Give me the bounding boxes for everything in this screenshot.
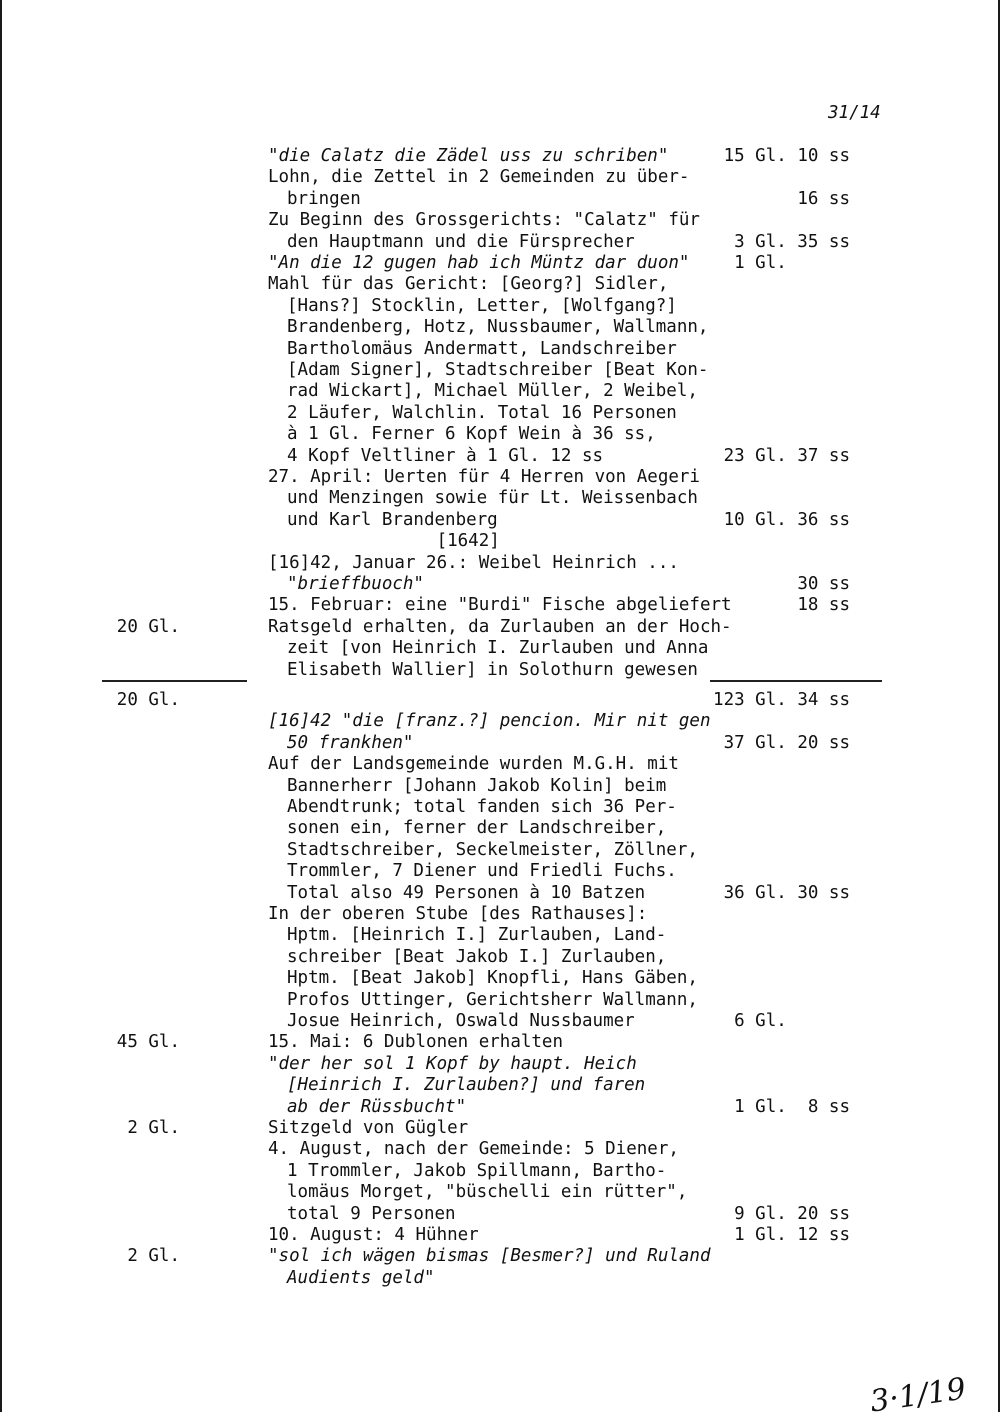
- ledger-line: [0, 1225, 1000, 1246]
- right-amount: 9 Gl. 20 ss: [734, 1203, 850, 1224]
- right-amount: 6 Gl.: [734, 1011, 850, 1031]
- ledger-line: [0, 711, 1000, 732]
- entry-text: [16]42 "die [franz.?] pencion. Mir nit gen: [268, 711, 711, 732]
- ledger-line: [0, 904, 1000, 925]
- ledger-line: [0, 189, 1000, 210]
- right-amount: 3 Gl. 35 ss: [734, 231, 850, 252]
- right-amount: 15 Gl. 10 ss: [723, 146, 850, 166]
- ledger-line: [0, 840, 1000, 861]
- entry-text: Stadtschreiber, Seckelmeister, Zöllner,: [287, 839, 698, 860]
- right-amount: 36 Gl. 30 ss: [723, 882, 850, 903]
- ledger-line: [0, 690, 1000, 711]
- entry-text: Lohn, die Zettel in 2 Gemeinden zu über-: [268, 167, 690, 188]
- ledger-line: [0, 296, 1000, 317]
- ledger-line: [0, 146, 1000, 167]
- entry-text: Bartholomäus Andermatt, Landschreiber: [287, 338, 677, 359]
- ledger-line: [0, 947, 1000, 968]
- right-amount: 1 Gl. 12 ss: [734, 1225, 850, 1245]
- ledger-line: [0, 638, 1000, 659]
- ledger-line: [0, 617, 1000, 638]
- entry-text: Bannerherr [Johann Jakob Kolin] beim: [287, 775, 667, 796]
- left-amount: 20 Gl.: [116, 616, 180, 637]
- entry-text: Mahl für das Gericht: [Georg?] Sidler,: [268, 274, 669, 295]
- entry-text: Profos Uttinger, Gerichtsherr Wallmann,: [287, 989, 698, 1010]
- ledger-line: [0, 531, 1000, 552]
- ledger-line: [0, 1097, 1000, 1118]
- ledger-line: [0, 733, 1000, 754]
- ledger-line: [0, 883, 1000, 904]
- entry-text: zeit [von Heinrich I. Zurlauben und Anna: [287, 638, 709, 659]
- archive-stamp: 3·1/19: [868, 1371, 968, 1420]
- ledger-line: [0, 797, 1000, 818]
- ledger-line: [0, 467, 1000, 488]
- ledger-line: [0, 754, 1000, 775]
- ledger-line: [0, 660, 1000, 681]
- right-amount: 16 ss: [797, 188, 850, 209]
- entry-text: "der her sol 1 Kopf by haupt. Heich: [268, 1053, 637, 1074]
- ledger-line: [0, 232, 1000, 253]
- left-amount: 45 Gl.: [116, 1032, 180, 1053]
- entry-text: und Karl Brandenberg: [287, 509, 498, 530]
- entry-text: Brandenberg, Hotz, Nussbaumer, Wallmann,: [287, 317, 709, 338]
- entry-text: à 1 Gl. Ferner 6 Kopf Wein à 36 ss,: [287, 424, 656, 445]
- ledger-line: [0, 861, 1000, 882]
- ledger-line: [0, 776, 1000, 797]
- entry-text: 15. Mai: 6 Dublonen erhalten: [268, 1032, 564, 1053]
- sum-rule-right: [710, 680, 882, 682]
- entry-text: Ratsgeld erhalten, da Zurlauben an der Hoch-: [268, 616, 732, 637]
- entry-text: "An die 12 gugen hab ich Müntz dar duon": [268, 253, 690, 273]
- ledger-line: [0, 968, 1000, 989]
- page-number: 31/14: [828, 103, 881, 123]
- entry-text: [Adam Signer], Stadtschreiber [Beat Kon-: [287, 360, 709, 380]
- ledger-line: [0, 253, 1000, 274]
- ledger-line: [0, 1032, 1000, 1053]
- ledger-line: [0, 553, 1000, 574]
- entry-text: 10. August: 4 Hühner: [268, 1225, 479, 1245]
- ledger-line: [0, 1075, 1000, 1096]
- left-amount: 2 Gl.: [127, 1118, 180, 1138]
- left-amount: 20 Gl.: [116, 690, 180, 710]
- entry-text: Auf der Landsgemeinde wurden M.G.H. mit: [268, 754, 679, 775]
- entry-text: 15. Februar: eine "Burdi" Fische abgeliefert: [268, 595, 732, 616]
- right-amount: 123 Gl. 34 ss: [713, 690, 850, 710]
- ledger-line: [0, 925, 1000, 946]
- entry-text: Hptm. [Heinrich I.] Zurlauben, Land-: [287, 925, 667, 946]
- entry-text: [Hans?] Stocklin, Letter, [Wolfgang?]: [287, 295, 677, 316]
- entry-text: "brieffbuoch": [287, 574, 424, 594]
- entry-text: [16]42, Januar 26.: Weibel Heinrich ...: [268, 552, 679, 573]
- right-amount: 18 ss: [797, 595, 850, 616]
- ledger-line: [0, 595, 1000, 616]
- right-amount: 30 ss: [797, 574, 850, 594]
- entry-text: bringen: [287, 188, 361, 209]
- ledger-line: [0, 1161, 1000, 1182]
- ledger-line: [0, 488, 1000, 509]
- ledger-line: [0, 210, 1000, 231]
- entry-text: schreiber [Beat Jakob I.] Zurlauben,: [287, 946, 667, 967]
- ledger-line: [0, 403, 1000, 424]
- entry-text: Hptm. [Beat Jakob] Knopfli, Hans Gäben,: [287, 968, 698, 989]
- entry-text: In der oberen Stube [des Rathauses]:: [268, 904, 648, 924]
- ledger-line: [0, 1204, 1000, 1225]
- entry-text: den Hauptmann und die Fürsprecher: [287, 231, 635, 252]
- entry-text: Abendtrunk; total fanden sich 36 Per-: [287, 797, 677, 817]
- entry-text: 4. August, nach der Gemeinde: 5 Diener,: [268, 1139, 679, 1160]
- ledger-line: [0, 274, 1000, 295]
- right-amount: 10 Gl. 36 ss: [723, 509, 850, 530]
- ledger-line: [0, 818, 1000, 839]
- entry-text: 4 Kopf Veltliner à 1 Gl. 12 ss: [287, 445, 604, 466]
- ledger-line: [0, 1118, 1000, 1139]
- ledger-line: [0, 167, 1000, 188]
- entry-text: [Heinrich I. Zurlauben?] und faren: [287, 1075, 646, 1096]
- entry-text: [1642]: [268, 531, 500, 552]
- entry-text: Audients geld": [287, 1267, 435, 1288]
- entry-text: Sitzgeld von Gügler: [268, 1118, 469, 1138]
- ledger-line: [0, 381, 1000, 402]
- ledger-line: [0, 1054, 1000, 1075]
- ledger-line: [0, 510, 1000, 531]
- ledger-line: [0, 1246, 1000, 1267]
- left-amount: 2 Gl.: [127, 1246, 180, 1267]
- entry-text: 27. April: Uerten für 4 Herren von Aegeri: [268, 467, 700, 487]
- entry-text: und Menzingen sowie für Lt. Weissenbach: [287, 488, 698, 509]
- entry-text: Elisabeth Wallier] in Solothurn gewesen: [287, 659, 698, 680]
- ledger-line: [0, 574, 1000, 595]
- entry-text: lomäus Morget, "büschelli ein rütter",: [287, 1182, 688, 1203]
- entry-text: 50 frankhen": [287, 732, 414, 753]
- entry-text: 1 Trommler, Jakob Spillmann, Bartho-: [287, 1160, 667, 1181]
- right-amount: 23 Gl. 37 ss: [723, 445, 850, 466]
- entry-text: Josue Heinrich, Oswald Nussbaumer: [287, 1011, 635, 1031]
- entry-text: "die Calatz die Zädel uss zu schriben": [268, 146, 669, 166]
- right-amount: 37 Gl. 20 ss: [723, 732, 850, 753]
- ledger-line: [0, 1182, 1000, 1203]
- entry-text: ab der Rüssbucht": [287, 1096, 467, 1117]
- entry-text: Zu Beginn des Grossgerichts: "Calatz" für: [268, 210, 700, 231]
- ledger-line: [0, 446, 1000, 467]
- entry-text: 2 Läufer, Walchlin. Total 16 Personen: [287, 402, 677, 423]
- ledger-line: [0, 990, 1000, 1011]
- entry-text: sonen ein, ferner der Landschreiber,: [287, 818, 667, 839]
- entry-text: "sol ich wägen bismas [Besmer?] und Ruland: [268, 1246, 711, 1267]
- entry-text: Trommler, 7 Diener und Friedli Fuchs.: [287, 861, 677, 882]
- entry-text: total 9 Personen: [287, 1203, 456, 1224]
- ledger-line: [0, 360, 1000, 381]
- ledger-line: [0, 317, 1000, 338]
- entry-text: rad Wickart], Michael Müller, 2 Weibel,: [287, 381, 698, 402]
- ledger-line: [0, 339, 1000, 360]
- sum-rule-left: [102, 680, 247, 682]
- right-amount: 1 Gl. 8 ss: [734, 1096, 850, 1117]
- ledger-line: [0, 424, 1000, 445]
- ledger-line: [0, 1011, 1000, 1032]
- right-amount: 1 Gl.: [734, 253, 850, 273]
- ledger-line: [0, 1268, 1000, 1289]
- ledger-line: [0, 1139, 1000, 1160]
- entry-text: Total also 49 Personen à 10 Batzen: [287, 882, 646, 903]
